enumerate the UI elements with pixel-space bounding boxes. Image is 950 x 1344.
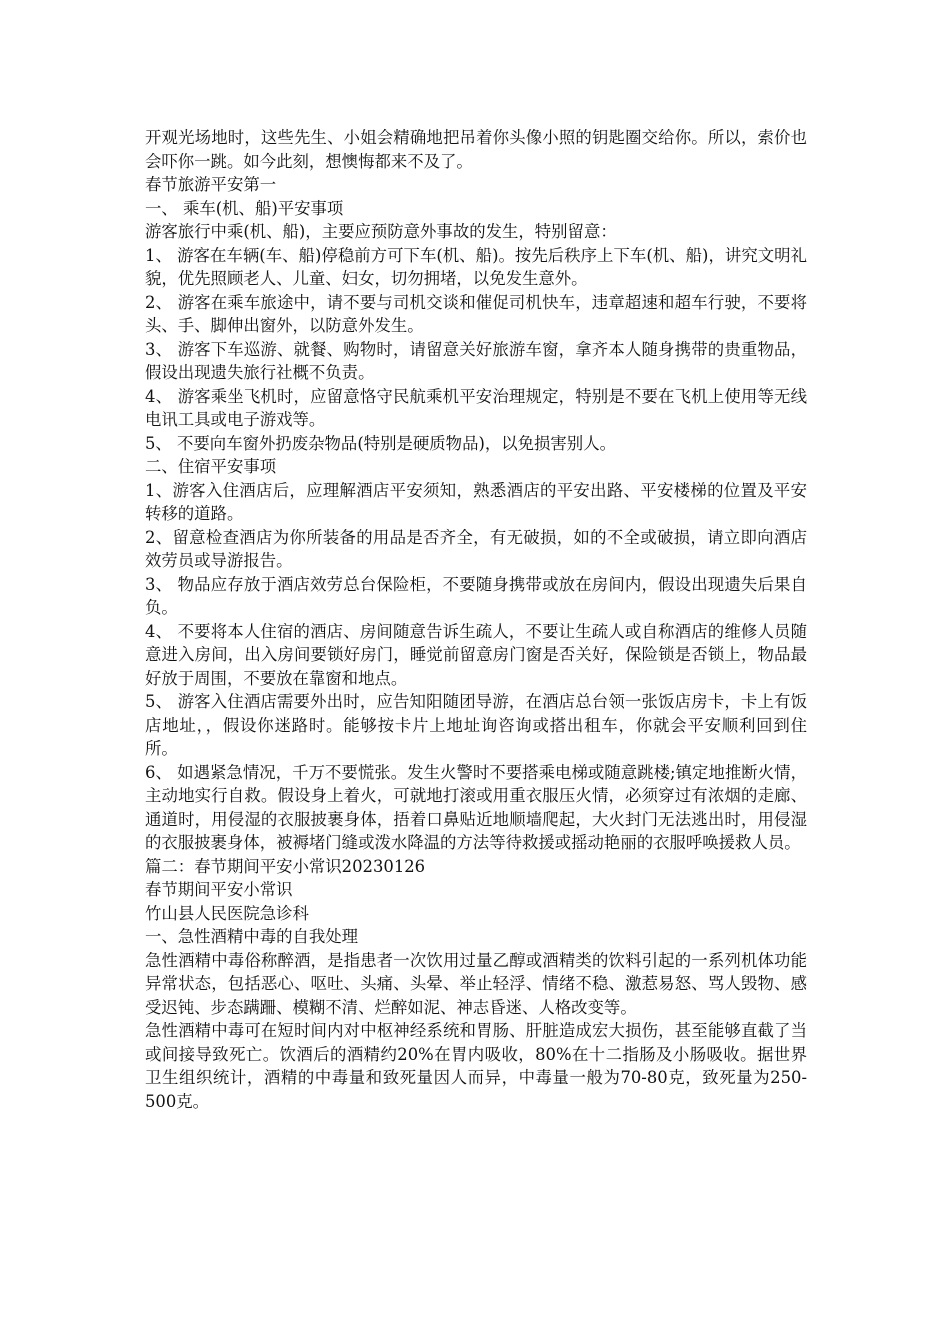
paragraph-alcohol-definition: 急性酒精中毒俗称醉酒，是指患者一次饮用过量乙醇或酒精类的饮料引起的一系列机体功能异常状态，包括恶心、呕吐、头痛、头晕、举止轻浮、情绪不稳、激惹易怒、骂人毁物、感受迟钝、步态蹒跚、模糊不清、烂醉如泥、神志昏迷、人格改变等。	[145, 950, 807, 1017]
author-department: 竹山县人民医院急诊科	[145, 903, 309, 923]
heading-transport-safety: 一、 乘车(机、船)平安事项	[145, 198, 344, 218]
list-item-lodging-6: 6、 如遇紧急情况，千万不要慌张。发生火警时不要搭乘电梯或随意跳楼;镇定地推断火情，主动地实行自救。假设身上着火，可就地打滚或用重衣服压火情，必须穿过有浓烟的走廊、通道时，用侵湿的衣服披裹身体，捂着口鼻贴近地顺墙爬起，大火封门无法逃出时，用侵湿的衣服披裹身体，被褥堵门缝或泼水降温的方法等待救援或摇动艳丽的衣服呼唤援救人员。	[145, 762, 807, 852]
section-title-part-two: 篇二：春节期间平安小常识20230126	[145, 856, 426, 876]
list-item-transport-1: 1、 游客在车辆(车、船)停稳前方可下车(机、船)。按先后秩序上下车(机、船)，讲究文明礼貌，优先照顾老人、儿童、妇女，切勿拥堵，以免发生意外。	[145, 245, 807, 288]
heading-alcohol-poisoning: 一、急性酒精中毒的自我处理	[145, 927, 359, 946]
list-item-lodging-2: 2、留意检查酒店为你所装备的用品是否齐全，有无破损，如的不全或破损，请立即向酒店效劳员或导游报告。	[145, 527, 807, 570]
paragraph-alcohol-harm: 急性酒精中毒可在短时间内对中枢神经系统和胃肠、肝脏造成宏大损伤，甚至能够直截了当或间接导致死亡。饮酒后的酒精约20%在胃内吸收，80%在十二指肠及小肠吸收。据世界卫生组织统计，酒精的中毒量和致死量因人而异，中毒量一般为70-80克，致死量为250-500克。	[145, 1021, 807, 1111]
list-item-lodging-1: 1、游客入住酒店后，应理解酒店平安须知，熟悉酒店的平安出路、平安楼梯的位置及平安转移的道路。	[145, 480, 807, 523]
paragraph-transport-intro: 游客旅行中乘(机、船)，主要应预防意外事故的发生，特别留意：	[145, 222, 617, 241]
heading-lodging-safety: 二、住宿平安事项	[145, 457, 277, 476]
list-item-lodging-5: 5、 游客入住酒店需要外出时，应告知阳随团导游，在酒店总台领一张饭店房卡，卡上有饭店地址，，假设你迷路时。能够按卡片上地址询咨询或搭出租车，你就会平安顺利回到住所。	[145, 692, 807, 758]
list-item-transport-4: 4、 游客乘坐飞机时，应留意恪守民航乘机平安治理规定，特别是不要在飞机上使用等无线电讯工具或电子游戏等。	[145, 386, 807, 429]
document-body	[145, 126, 807, 1113]
list-item-transport-3: 3、 游客下车巡游、就餐、购物时，请留意关好旅游车窗，拿齐本人随身携带的贵重物品，假设出现遗失旅行社概不负责。	[145, 339, 807, 382]
list-item-transport-2: 2、 游客在乘车旅途中，请不要与司机交谈和催促司机快车，违章超速和超车行驶，不要将头、手、脚伸出窗外，以防意外发生。	[145, 292, 807, 335]
document-subtitle: 春节期间平安小常识	[145, 880, 293, 899]
list-item-transport-5: 5、 不要向车窗外扔废杂物品(特别是硬质物品)，以免损害别人。	[145, 433, 616, 453]
list-item-lodging-3: 3、 物品应存放于酒店效劳总台保险柜，不要随身携带或放在房间内，假设出现遗失后果自负。	[145, 574, 807, 617]
paragraph-continuation: 开观光场地时，这些先生、小姐会精确地把吊着你头像小照的钥匙圈交给你。所以，索价也会吓你一跳。如今此刻，想懊悔都来不及了。	[145, 128, 807, 171]
section-title-travel-safety: 春节旅游平安第一	[145, 175, 277, 194]
list-item-lodging-4: 4、 不要将本人住宿的酒店、房间随意告诉生疏人，不要让生疏人或自称酒店的维修人员随意进入房间，出入房间要锁好房门，睡觉前留意房门窗是否关好，保险锁是否锁上，物品最好放于周围，不要放在靠窗和地点。	[145, 621, 807, 688]
